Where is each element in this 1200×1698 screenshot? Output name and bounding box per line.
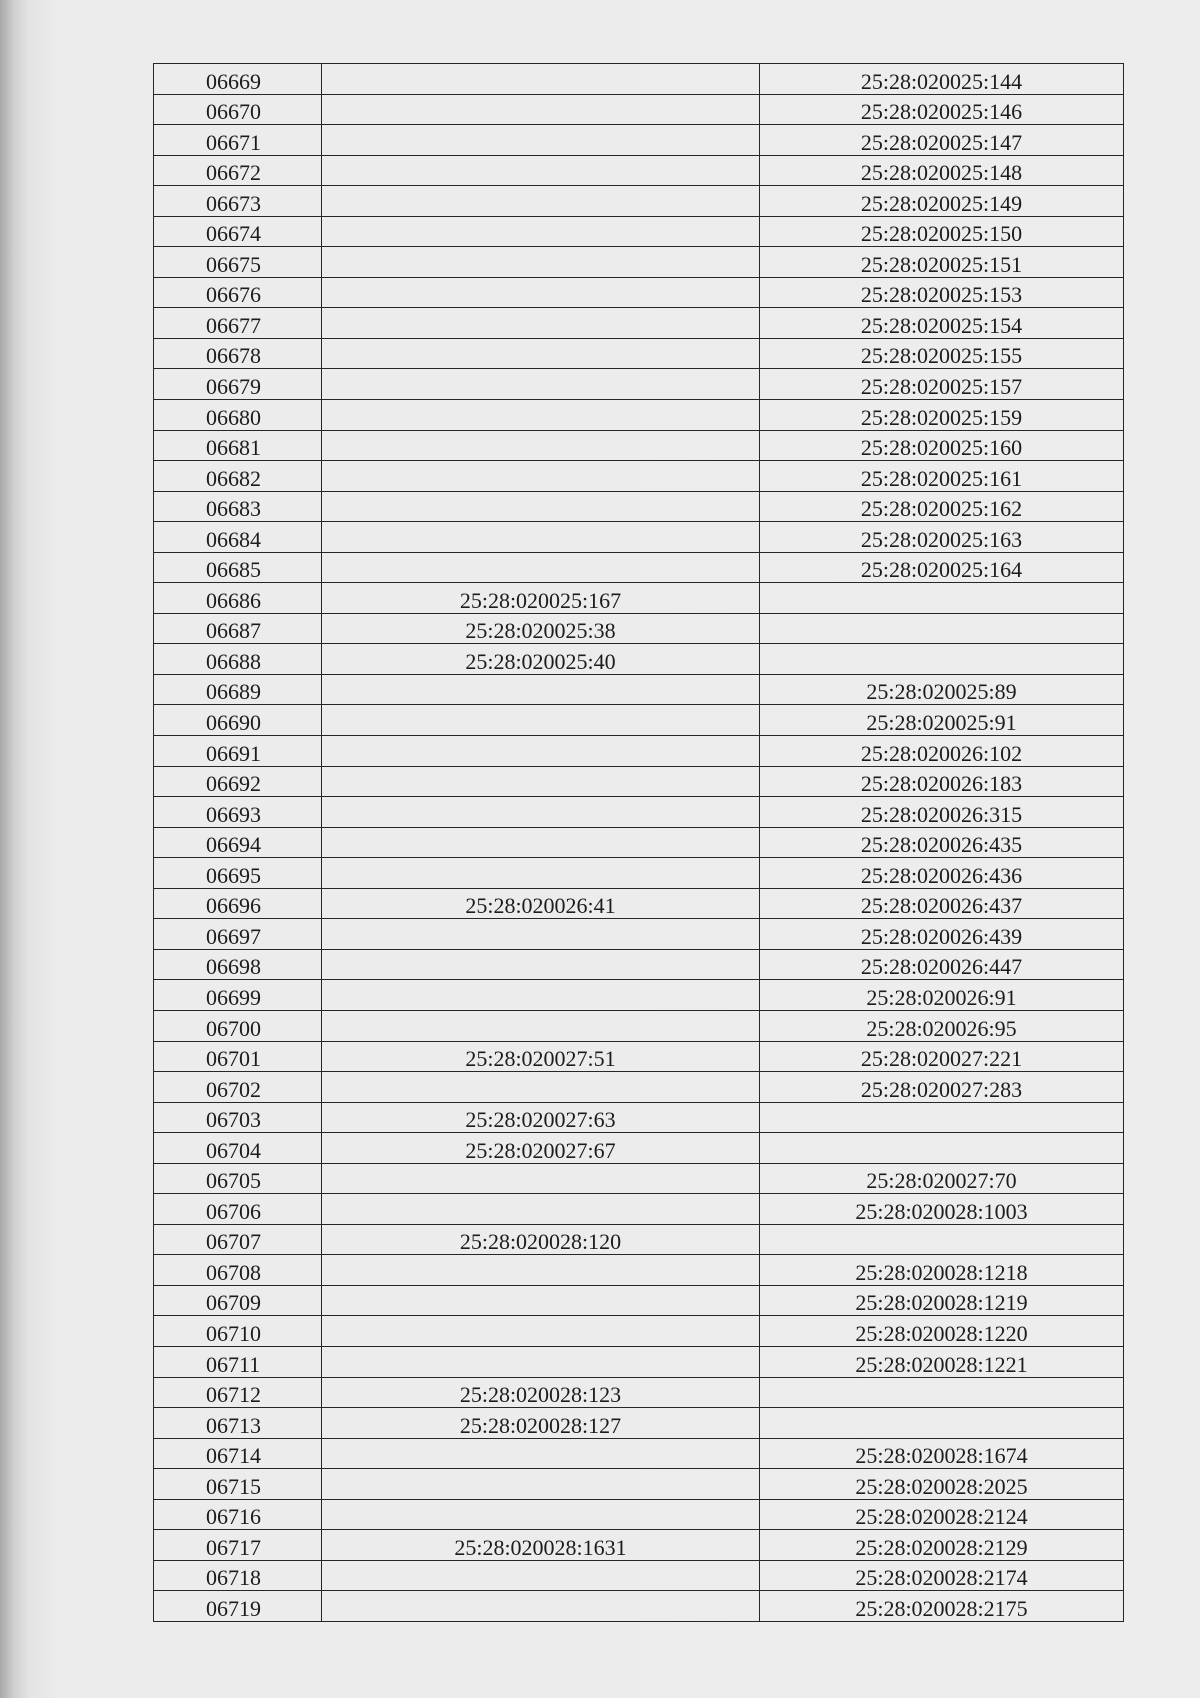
table-row: [154, 1469, 1124, 1500]
row-number-cell: 06680: [154, 400, 322, 431]
row-number-cell: 06719: [154, 1591, 322, 1622]
table-row: [154, 94, 1124, 125]
row-number-cell: 06715: [154, 1469, 322, 1500]
cadastral-number-cell: 25:28:020028:2174: [760, 1560, 1124, 1591]
table-row: [154, 705, 1124, 736]
cadastral-number-cell: 25:28:020025:149: [760, 186, 1124, 217]
row-number-cell: 06703: [154, 1102, 322, 1133]
row-number-cell: 06692: [154, 766, 322, 797]
table-row: [154, 919, 1124, 950]
cadastral-number-cell: [322, 369, 760, 400]
table-row: [154, 369, 1124, 400]
row-number-cell: 06677: [154, 308, 322, 339]
cadastral-number-cell: [322, 827, 760, 858]
cadastral-number-cell: 25:28:020025:147: [760, 125, 1124, 156]
row-number-cell: 06694: [154, 827, 322, 858]
cadastral-number-cell: 25:28:020025:40: [322, 644, 760, 675]
cadastral-number-cell: [322, 980, 760, 1011]
cadastral-number-cell: [322, 674, 760, 705]
row-number-cell: 06695: [154, 858, 322, 889]
cadastral-number-cell: 25:28:020026:447: [760, 949, 1124, 980]
table-row: [154, 827, 1124, 858]
cadastral-number-cell: [322, 919, 760, 950]
row-number-cell: 06670: [154, 94, 322, 125]
cadastral-number-cell: 25:28:020025:151: [760, 247, 1124, 278]
table-row: [154, 1530, 1124, 1561]
table-row: [154, 64, 1124, 95]
row-number-cell: 06689: [154, 674, 322, 705]
cadastral-number-cell: 25:28:020026:41: [322, 888, 760, 919]
row-number-cell: 06671: [154, 125, 322, 156]
row-number-cell: 06717: [154, 1530, 322, 1561]
table-row: [154, 277, 1124, 308]
cadastral-number-cell: [322, 797, 760, 828]
cadastral-number-cell: 25:28:020027:283: [760, 1072, 1124, 1103]
cadastral-number-cell: [322, 400, 760, 431]
table-row: [154, 552, 1124, 583]
cadastral-number-cell: 25:28:020025:89: [760, 674, 1124, 705]
cadastral-number-cell: 25:28:020025:162: [760, 491, 1124, 522]
row-number-cell: 06712: [154, 1377, 322, 1408]
table-row: [154, 186, 1124, 217]
cadastral-number-cell: 25:28:020026:439: [760, 919, 1124, 950]
cadastral-number-cell: [760, 1102, 1124, 1133]
cadastral-number-cell: 25:28:020025:157: [760, 369, 1124, 400]
row-number-cell: 06685: [154, 552, 322, 583]
cadastral-number-cell: 25:28:020028:1219: [760, 1285, 1124, 1316]
table-row: [154, 858, 1124, 889]
row-number-cell: 06693: [154, 797, 322, 828]
table-row: [154, 1163, 1124, 1194]
cadastral-number-cell: [760, 583, 1124, 614]
cadastral-number-cell: 25:28:020026:436: [760, 858, 1124, 889]
cadastral-number-cell: [322, 247, 760, 278]
row-number-cell: 06672: [154, 155, 322, 186]
cadastral-number-cell: 25:28:020027:51: [322, 1041, 760, 1072]
table-row: [154, 1255, 1124, 1286]
cadastral-number-cell: 25:28:020025:164: [760, 552, 1124, 583]
row-number-cell: 06687: [154, 613, 322, 644]
table-row: [154, 461, 1124, 492]
cadastral-number-cell: 25:28:020027:221: [760, 1041, 1124, 1072]
cadastral-number-cell: [322, 949, 760, 980]
row-number-cell: 06675: [154, 247, 322, 278]
table-row: [154, 613, 1124, 644]
row-number-cell: 06713: [154, 1408, 322, 1439]
cadastral-number-cell: 25:28:020028:1003: [760, 1194, 1124, 1225]
row-number-cell: 06686: [154, 583, 322, 614]
cadastral-number-cell: 25:28:020028:2129: [760, 1530, 1124, 1561]
cadastral-number-cell: 25:28:020025:167: [322, 583, 760, 614]
cadastral-number-cell: 25:28:020028:1631: [322, 1530, 760, 1561]
cadastral-number-cell: [322, 1591, 760, 1622]
row-number-cell: 06701: [154, 1041, 322, 1072]
cadastral-number-cell: [322, 1163, 760, 1194]
table-row: [154, 888, 1124, 919]
cadastral-number-cell: 25:28:020025:153: [760, 277, 1124, 308]
cadastral-number-cell: 25:28:020028:2175: [760, 1591, 1124, 1622]
row-number-cell: 06702: [154, 1072, 322, 1103]
cadastral-number-cell: [322, 430, 760, 461]
cadastral-number-cell: 25:28:020028:1674: [760, 1438, 1124, 1469]
cadastral-number-cell: [322, 1499, 760, 1530]
table-row: [154, 1408, 1124, 1439]
table-row: [154, 1591, 1124, 1622]
table-row: [154, 644, 1124, 675]
cadastral-number-cell: [322, 461, 760, 492]
cadastral-number-cell: 25:28:020027:70: [760, 1163, 1124, 1194]
cadastral-number-cell: [322, 1072, 760, 1103]
row-number-cell: 06688: [154, 644, 322, 675]
row-number-cell: 06708: [154, 1255, 322, 1286]
cadastral-number-cell: [322, 1560, 760, 1591]
cadastral-number-cell: [322, 155, 760, 186]
row-number-cell: 06669: [154, 64, 322, 95]
cadastral-number-cell: [322, 1438, 760, 1469]
cadastral-number-cell: [760, 613, 1124, 644]
table-row: [154, 338, 1124, 369]
row-number-cell: 06691: [154, 736, 322, 767]
cadastral-number-cell: 25:28:020025:38: [322, 613, 760, 644]
table-row: [154, 1072, 1124, 1103]
table-row: [154, 1285, 1124, 1316]
cadastral-number-cell: 25:28:020025:155: [760, 338, 1124, 369]
row-number-cell: 06706: [154, 1194, 322, 1225]
cadastral-number-cell: [322, 705, 760, 736]
cadastral-number-cell: 25:28:020028:2025: [760, 1469, 1124, 1500]
table-row: [154, 216, 1124, 247]
row-number-cell: 06678: [154, 338, 322, 369]
table-row: [154, 797, 1124, 828]
cadastral-number-cell: 25:28:020027:63: [322, 1102, 760, 1133]
cadastral-number-cell: 25:28:020028:1220: [760, 1316, 1124, 1347]
row-number-cell: 06700: [154, 1010, 322, 1041]
cadastral-number-cell: 25:28:020025:150: [760, 216, 1124, 247]
cadastral-number-cell: [322, 338, 760, 369]
table-body: [154, 64, 1124, 1622]
cadastral-number-cell: [760, 1377, 1124, 1408]
row-number-cell: 06682: [154, 461, 322, 492]
cadastral-number-cell: 25:28:020025:148: [760, 155, 1124, 186]
row-number-cell: 06709: [154, 1285, 322, 1316]
cadastral-number-cell: 25:28:020025:146: [760, 94, 1124, 125]
table-row: [154, 1041, 1124, 1072]
row-number-cell: 06684: [154, 522, 322, 553]
cadastral-number-cell: [322, 1194, 760, 1225]
table-row: [154, 491, 1124, 522]
cadastral-number-cell: 25:28:020026:437: [760, 888, 1124, 919]
cadastral-number-cell: 25:28:020026:435: [760, 827, 1124, 858]
cadastral-number-cell: [322, 277, 760, 308]
table-row: [154, 674, 1124, 705]
row-number-cell: 06681: [154, 430, 322, 461]
row-number-cell: 06699: [154, 980, 322, 1011]
cadastral-number-cell: [322, 186, 760, 217]
table-row: [154, 400, 1124, 431]
table-row: [154, 1010, 1124, 1041]
table-row: [154, 1316, 1124, 1347]
table-row: [154, 766, 1124, 797]
row-number-cell: 06690: [154, 705, 322, 736]
row-number-cell: 06697: [154, 919, 322, 950]
table-row: [154, 1194, 1124, 1225]
row-number-cell: 06716: [154, 1499, 322, 1530]
cadastral-number-cell: [322, 64, 760, 95]
row-number-cell: 06674: [154, 216, 322, 247]
row-number-cell: 06718: [154, 1560, 322, 1591]
cadastral-number-cell: [322, 216, 760, 247]
cadastral-number-cell: [322, 1010, 760, 1041]
cadastral-number-cell: [760, 1224, 1124, 1255]
table-row: [154, 308, 1124, 339]
table-row: [154, 1224, 1124, 1255]
table-row: [154, 1102, 1124, 1133]
cadastral-number-cell: [760, 1133, 1124, 1164]
table-row: [154, 736, 1124, 767]
cadastral-number-cell: 25:28:020026:95: [760, 1010, 1124, 1041]
table-row: [154, 155, 1124, 186]
cadastral-number-cell: [760, 1408, 1124, 1439]
cadastral-number-cell: [322, 1255, 760, 1286]
cadastral-number-cell: 25:28:020026:102: [760, 736, 1124, 767]
cadastral-number-cell: [322, 491, 760, 522]
table-row: [154, 1438, 1124, 1469]
row-number-cell: 06673: [154, 186, 322, 217]
table-row: [154, 980, 1124, 1011]
table-row: [154, 1377, 1124, 1408]
table-row: [154, 1133, 1124, 1164]
cadastral-number-cell: [322, 94, 760, 125]
table-row: [154, 1560, 1124, 1591]
row-number-cell: 06679: [154, 369, 322, 400]
cadastral-number-cell: [322, 736, 760, 767]
cadastral-number-cell: [322, 1316, 760, 1347]
cadastral-number-cell: [322, 1285, 760, 1316]
cadastral-number-cell: [322, 1346, 760, 1377]
table-row: [154, 1499, 1124, 1530]
cadastral-number-cell: [322, 858, 760, 889]
table-row: [154, 583, 1124, 614]
table-row: [154, 247, 1124, 278]
cadastral-number-cell: 25:28:020028:123: [322, 1377, 760, 1408]
cadastral-number-cell: 25:28:020028:1218: [760, 1255, 1124, 1286]
row-number-cell: 06705: [154, 1163, 322, 1194]
cadastral-number-cell: [322, 125, 760, 156]
cadastral-number-cell: 25:28:020025:161: [760, 461, 1124, 492]
row-number-cell: 06676: [154, 277, 322, 308]
row-number-cell: 06707: [154, 1224, 322, 1255]
cadastral-number-cell: 25:28:020025:159: [760, 400, 1124, 431]
cadastral-number-cell: 25:28:020026:183: [760, 766, 1124, 797]
row-number-cell: 06704: [154, 1133, 322, 1164]
cadastral-number-cell: 25:28:020028:127: [322, 1408, 760, 1439]
cadastral-number-cell: 25:28:020028:2124: [760, 1499, 1124, 1530]
row-number-cell: 06696: [154, 888, 322, 919]
cadastral-number-cell: [322, 552, 760, 583]
table-row: [154, 522, 1124, 553]
cadastral-number-cell: 25:28:020028:1221: [760, 1346, 1124, 1377]
cadastral-number-cell: 25:28:020025:160: [760, 430, 1124, 461]
cadastral-number-cell: [322, 522, 760, 553]
row-number-cell: 06683: [154, 491, 322, 522]
cadastral-number-cell: 25:28:020025:144: [760, 64, 1124, 95]
cadastral-number-cell: [760, 644, 1124, 675]
table-row: [154, 949, 1124, 980]
cadastral-number-cell: 25:28:020026:315: [760, 797, 1124, 828]
row-number-cell: 06698: [154, 949, 322, 980]
cadastral-number-table: [153, 63, 1124, 1622]
cadastral-number-cell: [322, 308, 760, 339]
cadastral-number-cell: 25:28:020025:163: [760, 522, 1124, 553]
cadastral-number-cell: [322, 766, 760, 797]
row-number-cell: 06711: [154, 1346, 322, 1377]
cadastral-number-cell: 25:28:020025:154: [760, 308, 1124, 339]
table-row: [154, 1346, 1124, 1377]
table-row: [154, 430, 1124, 461]
table-row: [154, 125, 1124, 156]
cadastral-number-cell: 25:28:020028:120: [322, 1224, 760, 1255]
cadastral-number-cell: [322, 1469, 760, 1500]
cadastral-number-cell: 25:28:020025:91: [760, 705, 1124, 736]
cadastral-number-cell: 25:28:020026:91: [760, 980, 1124, 1011]
row-number-cell: 06710: [154, 1316, 322, 1347]
cadastral-number-cell: 25:28:020027:67: [322, 1133, 760, 1164]
row-number-cell: 06714: [154, 1438, 322, 1469]
